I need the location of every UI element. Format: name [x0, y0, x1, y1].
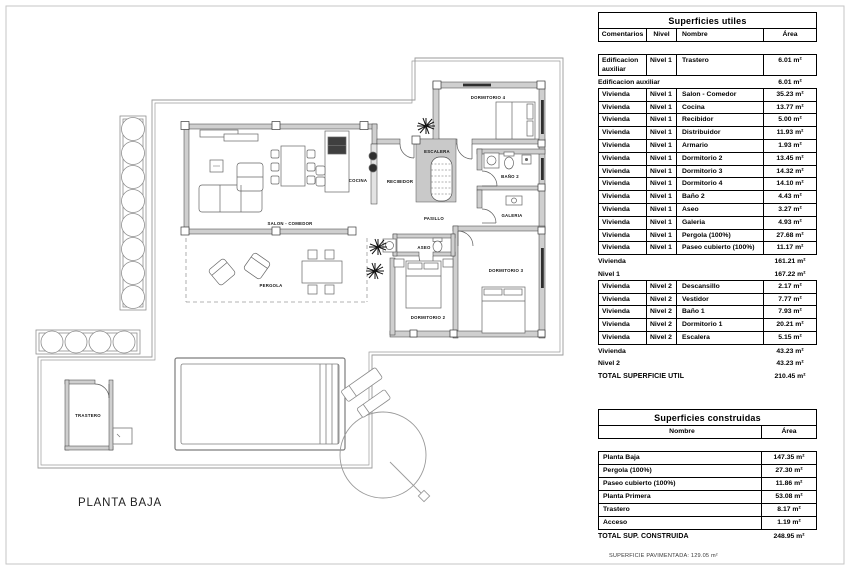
- construidas-row: [598, 516, 817, 530]
- col-area: Área: [781, 428, 797, 435]
- table-rows: [598, 451, 817, 543]
- utiles-total-row: [598, 370, 817, 383]
- room-label: PERGOLA: [259, 283, 283, 288]
- table-title: Superficies construidas: [598, 409, 817, 426]
- table-cell: Vivienda: [599, 294, 647, 306]
- table-cell: 53.08 m²: [775, 493, 803, 500]
- construidas-row: [598, 490, 817, 504]
- table-cell: Trastero: [599, 504, 762, 516]
- table-cell: Nivel 1: [647, 114, 677, 126]
- utiles-row: [598, 203, 817, 217]
- col-comentarios: Comentarios: [599, 29, 647, 41]
- table-cell: 13.45 m²: [776, 154, 804, 162]
- table-cell: Vivienda: [599, 114, 647, 126]
- table-cell: Vivienda: [599, 281, 647, 293]
- utiles-row: [598, 152, 817, 166]
- table-cell: Nivel 2: [647, 306, 677, 318]
- table-cell: Aseo: [677, 204, 764, 216]
- utiles-row: [598, 241, 817, 255]
- table-cell: Planta Primera: [599, 491, 762, 503]
- table-cell: Nivel 1: [647, 89, 677, 101]
- construidas-row: [598, 477, 817, 491]
- utiles-row: [598, 229, 817, 243]
- summary-area: 6.01 m²: [778, 78, 802, 86]
- utiles-row: [598, 216, 817, 230]
- table-cell: Vivienda: [599, 166, 647, 178]
- table-cell: Nivel 2: [647, 281, 677, 293]
- utiles-row: [598, 126, 817, 140]
- table-cell: 1.19 m²: [777, 519, 801, 526]
- paved-surface-note: SUPERFICIE PAVIMENTADA: 129.05 m²: [609, 553, 718, 559]
- col-nombre: Nombre: [677, 29, 764, 41]
- table-cell: Vivienda: [599, 204, 647, 216]
- table-cell: 11.17 m²: [776, 244, 804, 252]
- room-label: ESCALERA: [424, 149, 450, 154]
- table-cell: Vivienda: [599, 153, 647, 165]
- table-cell: Planta Baja: [599, 452, 762, 464]
- table-cell: Trastero: [677, 55, 764, 75]
- sun-loungers: [341, 367, 391, 418]
- table-cell: Vestidor: [677, 294, 764, 306]
- pool: [175, 358, 345, 450]
- table-cell: Galeria: [677, 217, 764, 229]
- construidas-row: [598, 464, 817, 478]
- garden-circle: [340, 412, 430, 502]
- table-cell: Pergola (100%): [599, 465, 762, 477]
- table-header: [598, 28, 817, 42]
- table-cell: Acceso: [599, 517, 762, 529]
- table-cell: 3.27 m²: [778, 205, 802, 213]
- table-cell: 6.01 m²: [778, 56, 802, 64]
- utiles-row: [598, 280, 817, 294]
- table-cell: Nivel 1: [647, 140, 677, 152]
- table-cell: Distribuidor: [677, 127, 764, 139]
- room-label: RECIBIDOR: [386, 179, 414, 184]
- room-label: DORMITORIO 3: [488, 268, 524, 273]
- table-cell: Vivienda: [599, 89, 647, 101]
- dining-set: [271, 146, 315, 186]
- table-cell: Vivienda: [599, 242, 647, 254]
- table-cell: Nivel 1: [647, 127, 677, 139]
- table-cell: 27.68 m²: [776, 231, 804, 239]
- summary-label: Vivienda: [598, 347, 626, 355]
- table-cell: 11.93 m²: [776, 129, 804, 137]
- table-cell: 5.15 m²: [778, 333, 802, 341]
- table-cell: 14.10 m²: [776, 180, 804, 188]
- summary-label: Nivel 2: [598, 360, 620, 368]
- utiles-row: [598, 113, 817, 127]
- table-cell: Paseo cubierto (100%): [599, 478, 762, 490]
- table-cell: Nivel 1: [647, 166, 677, 178]
- summary-area: 43.23 m²: [776, 360, 804, 368]
- table-cell: Descansillo: [677, 281, 764, 293]
- table-cell: 4.93 m²: [778, 218, 802, 226]
- living-room-furniture: [199, 130, 263, 212]
- table-cell: Baño 1: [677, 306, 764, 318]
- utiles-row: [598, 305, 817, 319]
- room-label: GALERIA: [501, 213, 523, 218]
- summary-area: 161.21 m²: [774, 258, 806, 266]
- table-cell: Baño 2: [677, 191, 764, 203]
- planter-vertical: [120, 116, 146, 310]
- col-nivel: Nivel: [647, 29, 677, 41]
- room-label: DORMITORIO 4: [470, 95, 506, 100]
- bathroom2-fixtures: [484, 152, 531, 169]
- table-cell: 147.35 m²: [773, 454, 805, 461]
- table-cell: Pergola (100%): [677, 230, 764, 242]
- planter-horizontal: [36, 330, 140, 354]
- utiles-row: [598, 88, 817, 102]
- table-cell: Escalera: [677, 332, 764, 344]
- table-cell: 11.86 m²: [775, 480, 803, 487]
- table-superficies-construidas: [598, 409, 817, 543]
- table-cell: 4.43 m²: [778, 193, 802, 201]
- table-cell: 35.23 m²: [776, 90, 804, 98]
- utiles-row: [598, 54, 817, 76]
- table-cell: Nivel 2: [647, 319, 677, 331]
- table-cell: Nivel 1: [647, 102, 677, 114]
- col-nombre: Nombre: [599, 426, 762, 438]
- utiles-row: [598, 165, 817, 179]
- table-cell: Nivel 2: [647, 332, 677, 344]
- table-cell: Nivel 1: [647, 242, 677, 254]
- room-label: PASILLO: [423, 216, 445, 221]
- summary-area: 210.45 m²: [774, 373, 806, 381]
- utiles-summary-row: [598, 345, 817, 358]
- table-cell: Nivel 1: [647, 204, 677, 216]
- summary-area: 43.23 m²: [776, 347, 804, 355]
- summary-label: Vivienda: [598, 258, 626, 266]
- table-cell: Edificacion auxiliar: [599, 55, 647, 75]
- table-cell: 7.93 m²: [778, 308, 802, 316]
- utiles-row: [598, 139, 817, 153]
- construidas-row: [598, 451, 817, 465]
- table-cell: Vivienda: [599, 217, 647, 229]
- table-cell: Vivienda: [599, 319, 647, 331]
- room-label: TRASTERO: [75, 413, 101, 418]
- table-cell: Vivienda: [599, 140, 647, 152]
- table-cell: Nivel 1: [647, 217, 677, 229]
- table-cell: 27.30 m²: [775, 467, 803, 474]
- table-cell: 14.32 m²: [776, 167, 804, 175]
- summary-label: Edificacion auxiliar: [598, 78, 660, 86]
- table-cell: Nivel 2: [647, 294, 677, 306]
- plot-boundary: [38, 58, 563, 468]
- room-label: ASEO: [417, 245, 431, 250]
- table-cell: Vivienda: [599, 230, 647, 242]
- room-label: COCINA: [348, 178, 368, 183]
- table-cell: Cocina: [677, 102, 764, 114]
- utiles-summary-row: [598, 255, 817, 268]
- table-cell: Dormitorio 1: [677, 319, 764, 331]
- table-superficies-utiles: [598, 12, 817, 383]
- table-cell: Dormitorio 3: [677, 166, 764, 178]
- table-cell: 7.77 m²: [778, 295, 802, 303]
- table-cell: Recibidor: [677, 114, 764, 126]
- table-cell: Vivienda: [599, 102, 647, 114]
- table-cell: Vivienda: [599, 306, 647, 318]
- kitchen-furniture: [316, 131, 377, 192]
- utiles-row: [598, 190, 817, 204]
- col-area: Área: [782, 31, 798, 38]
- table-cell: 2.17 m²: [778, 282, 802, 290]
- table-cell: Nivel 1: [647, 153, 677, 165]
- table-rows: [598, 54, 817, 383]
- table-cell: Dormitorio 4: [677, 178, 764, 190]
- construidas-total-row: [598, 530, 817, 543]
- utiles-row: [598, 331, 817, 345]
- room-label: BAÑO 2: [501, 174, 519, 179]
- summary-label: Nivel 1: [598, 270, 620, 278]
- table-cell: Nivel 1: [647, 55, 677, 75]
- table-title: Superficies utiles: [598, 12, 817, 29]
- plan-title: PLANTA BAJA: [77, 497, 163, 509]
- table-cell: 20.21 m²: [776, 321, 804, 329]
- table-cell: Salon - Comedor: [677, 89, 764, 101]
- table-cell: Armario: [677, 140, 764, 152]
- utiles-row: [598, 177, 817, 191]
- table-cell: 13.77 m²: [776, 103, 804, 111]
- table-cell: 1.93 m²: [778, 141, 802, 149]
- table-cell: Vivienda: [599, 127, 647, 139]
- room-label: SALON - COMEDOR: [267, 221, 313, 226]
- galeria-appliance: [506, 196, 522, 205]
- utiles-summary-row: [598, 358, 817, 371]
- aseo-fixtures: [383, 238, 442, 252]
- utiles-row: [598, 318, 817, 332]
- construidas-row: [598, 503, 817, 517]
- table-cell: Nivel 1: [647, 178, 677, 190]
- table-header: [598, 425, 817, 439]
- utiles-row: [598, 101, 817, 115]
- table-cell: Nivel 1: [647, 230, 677, 242]
- summary-label: TOTAL SUP. CONSTRUIDA: [598, 532, 689, 540]
- summary-area: 248.95 m²: [773, 532, 805, 540]
- table-cell: Nivel 1: [647, 191, 677, 203]
- table-cell: Vivienda: [599, 332, 647, 344]
- table-cell: Paseo cubierto (100%): [677, 242, 764, 254]
- table-cell: Vivienda: [599, 178, 647, 190]
- table-cell: 5.00 m²: [778, 116, 802, 124]
- summary-label: TOTAL SUPERFICIE UTIL: [598, 373, 685, 381]
- table-cell: Dormitorio 2: [677, 153, 764, 165]
- table-cell: Vivienda: [599, 191, 647, 203]
- room-label: DORMITORIO 2: [410, 315, 446, 320]
- summary-area: 167.22 m²: [774, 270, 806, 278]
- utiles-row: [598, 293, 817, 307]
- table-cell: 8.17 m²: [777, 506, 801, 513]
